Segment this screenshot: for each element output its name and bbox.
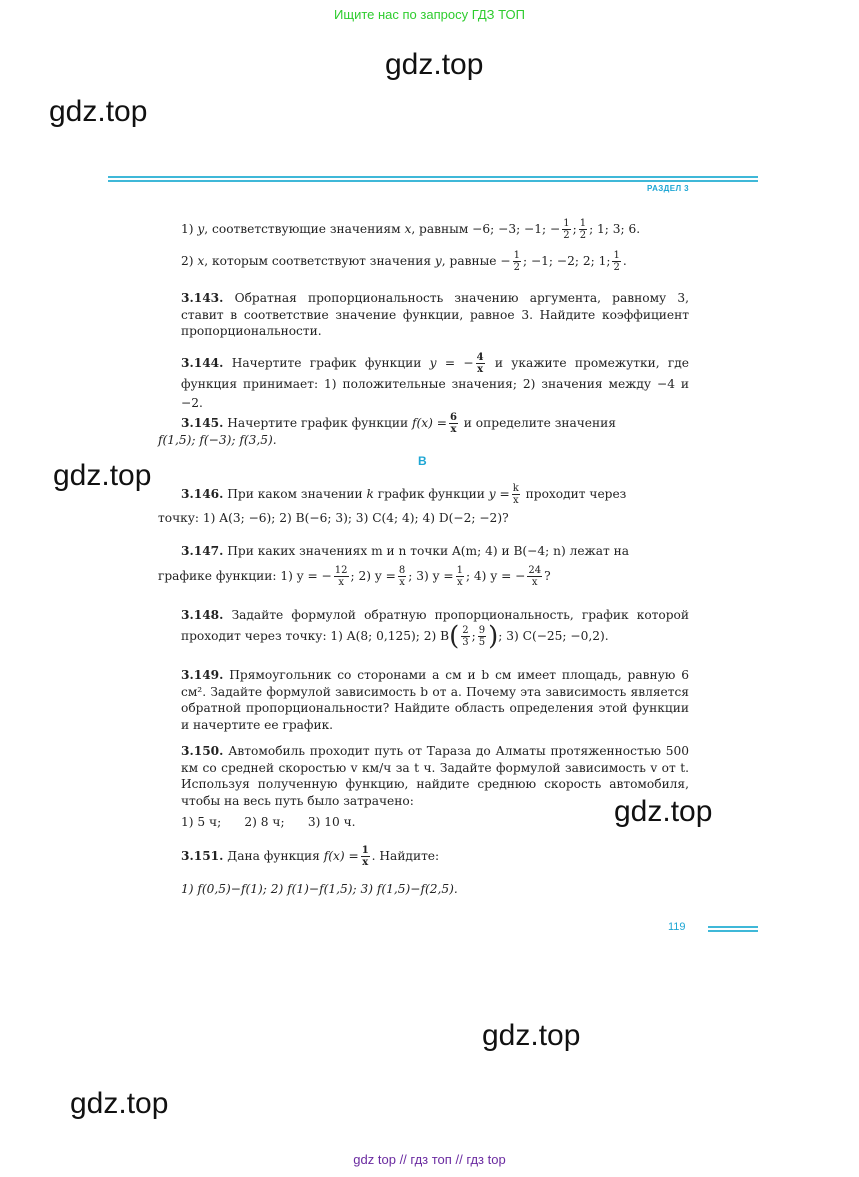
problem-3-150: 3.150. Автомобиль проходит путь от Тараза до Алматы протяженностью 500 км со средней скоростью v км/ч за t ч. Задайте формулой зависимость v от t. Используя полученную функцию, найдите среднюю скорость автомобиля, чтобы на весь путь было затрачено: xyxy=(181,744,689,808)
fraction: $\frac{1}{x}$ xyxy=(456,565,463,588)
watermark: gdz.top xyxy=(614,795,713,828)
problem-3-145-values: f(1,5); f(−3); f(3,5). xyxy=(158,433,277,447)
fraction: $\frac{24}{x}$ xyxy=(528,565,542,588)
footer-link[interactable]: гдз топ xyxy=(410,1152,452,1167)
watermark: gdz.top xyxy=(482,1019,581,1052)
header-rule xyxy=(108,180,758,182)
header-rule xyxy=(108,176,758,178)
fraction: $\frac{9}{5}$ xyxy=(478,625,486,648)
footer-separator: // xyxy=(399,1152,407,1167)
section-label: РАЗДЕЛ 3 xyxy=(647,184,689,193)
fraction: $\frac{1}{x}$ xyxy=(361,845,369,868)
fraction: $\frac{1}{2}$ xyxy=(613,250,620,273)
problem-3-151: 3.151. Дана функция f(x) = $\frac{1}{x}$ . Найдите: xyxy=(181,845,440,868)
fraction: $\frac{12}{x}$ xyxy=(334,565,348,588)
problem-3-151-tasks: 1) f(0,5)−f(1); 2) f(1)−f(1,5); 3) f(1,5)−f(2,5). xyxy=(181,882,458,896)
problem-3-146: 3.146. При каком значении k график функции y = $\frac{k}{x}$ проходит через xyxy=(181,483,627,506)
problem-3-144: 3.144. Начертите график функции y = − $\frac{4}{x}$ и укажите промежутки, где функция принимает: 1) положительные значения; 2) значения между −4 и −2. xyxy=(181,352,689,410)
problem-3-149: 3.149. Прямоугольник со сторонами a см и b см имеет площадь, равную 6 см². Задайте формулой зависимость b от a. Почему эта зависимость является обратной пропорциональности? Найдите область определения этой функции и начертите ее график. xyxy=(181,668,690,732)
fraction: $\frac{8}{x}$ xyxy=(398,565,406,588)
problem-3-146-points: точку: 1) A(3; −6); 2) B(−6; 3); 3) C(4; 4); 4) D(−2; −2)? xyxy=(158,511,509,525)
fraction: $\frac{6}{x}$ xyxy=(449,412,457,435)
problem-3-147-functions: графике функции: 1) y = − $\frac{12}{x}$ ; 2) y = $\frac{8}{x}$ ; 3) y = $\frac{1}{x}$ ; 4) y = − $\frac{24}{x}$ ? xyxy=(158,565,551,588)
item-2: 2) x, которым соответствуют значения y, равные − $\frac{1}{2}$ ; −1; −2; 2; 1; $\frac{1}{2}$ . xyxy=(181,250,627,273)
footer-rule xyxy=(708,926,758,928)
top-banner-link[interactable]: Ищите нас по запросу ГДЗ ТОП xyxy=(334,7,525,22)
watermark: gdz.top xyxy=(53,459,152,492)
watermark: gdz.top xyxy=(70,1087,169,1120)
fraction: $\frac{1}{2}$ xyxy=(579,218,587,241)
fraction: $\frac{1}{2}$ xyxy=(563,218,570,241)
footer-separator: // xyxy=(455,1152,463,1167)
problem-3-143: 3.143. Обратная пропорциональность значению аргумента, равному 3, ставит в соответствие значение функции, равное 3. Найдите коэффициент пропорциональности. xyxy=(181,291,690,338)
footer-link[interactable]: гдз top xyxy=(466,1152,506,1167)
watermark: gdz.top xyxy=(49,95,148,128)
item-1: 1) y, соответствующие значениям x, равным −6; −3; −1; − $\frac{1}{2}$ ; $\frac{1}{2}$ ; 1; 3; 6. xyxy=(181,218,641,241)
fraction: $\frac{2}{3}$ xyxy=(462,625,469,648)
problem-3-145: 3.145. Начертите график функции f(x) = $\frac{6}{x}$ и определите значения xyxy=(181,412,616,435)
problem-3-148: 3.148. Задайте формулой обратную пропорциональность, график которой проходит через точку: 1) A(8; 0,125); 2) B( $\frac{2}{3}$ ; $\frac{9}{5}$ ); 3) C(−25; −0,2). xyxy=(181,608,690,652)
subsection-header: B xyxy=(418,454,427,468)
fraction: $\frac{4}{x}$ xyxy=(476,352,484,375)
footer-link[interactable]: gdz top xyxy=(353,1152,396,1167)
footer-rule xyxy=(708,930,758,932)
fraction: $\frac{1}{2}$ xyxy=(513,250,520,273)
problem-3-150-options: 1) 5 ч; 2) 8 ч; 3) 10 ч. xyxy=(181,815,356,829)
page-number: 119 xyxy=(668,921,686,933)
problem-3-147: 3.147. При каких значениях m и n точки A(m; 4) и B(−4; n) лежат на xyxy=(181,544,630,558)
fraction: $\frac{k}{x}$ xyxy=(512,483,519,506)
footer-links xyxy=(0,1152,859,1167)
watermark: gdz.top xyxy=(385,48,484,81)
